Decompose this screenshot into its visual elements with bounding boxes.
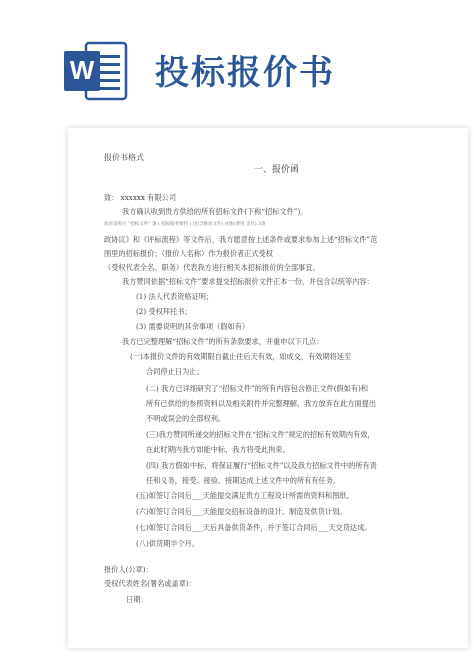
doc-line: 围里的招标报价；（报价人名称）作为报价者正式受权 bbox=[104, 249, 273, 258]
signature-line-bidder: 报价人(公章)： bbox=[104, 565, 153, 574]
doc-line: (三)我方赞同所递交的招标文件在“招标文件”规定的招标有效期内有效， bbox=[146, 430, 375, 439]
doc-line: 我方已完整理解“招标文件”的所有条款要求，并重申以下几点： bbox=[122, 337, 324, 346]
doc-line: 政协议》和《评标流程》等文件后，我方愿意按上述条件或要求参加上述“招标文件”范 bbox=[104, 235, 378, 244]
signature-line-representative: 受权代表姓名(署名或盖章)： bbox=[104, 579, 196, 588]
doc-line: 合同停止日为止； bbox=[146, 367, 204, 376]
doc-line: 所有已供给的参照资料以及相关附件并完整理解，我方放弃在此方面提出 bbox=[146, 399, 377, 408]
doc-line: 我方赞同依据“招标文件”要求提交招标报价文件正本一份，并包含以统等内容： bbox=[122, 277, 374, 286]
header-banner bbox=[0, 0, 474, 120]
doc-line: (五)如签订合同后___天能提交满足贵方工程设计所需的资料和图纸。 bbox=[136, 491, 354, 500]
fine-print: 政府采购方 “招标文件” 条 ( 招标服务要约 ) (包含修改文件) (招标费用 支付) 3条 bbox=[104, 222, 266, 227]
doc-line: （受权代表全名、职务）代表我方进行相关本招标报价的全部事宜。 bbox=[104, 263, 320, 272]
svg-text:W: W bbox=[69, 55, 95, 85]
section-title: 一、报价函 bbox=[254, 165, 300, 175]
doc-line: (二) 我方已详细研究了“招标文件”的所有内容包含修正文件(假如有)和 bbox=[146, 384, 369, 393]
banner-title: 投标报价书 bbox=[155, 53, 335, 93]
signature-line-date: 日期： bbox=[126, 595, 148, 604]
word-icon bbox=[62, 37, 130, 105]
doc-line: (3) 需要说明的其余事项（假如有） bbox=[136, 322, 250, 331]
doc-line: (六)如签订合同后___天能提交招标设备的设计、制造及供货计划。 bbox=[136, 507, 347, 516]
document-page bbox=[68, 128, 468, 648]
doc-line: (1) 法人代表资格证明； bbox=[136, 292, 214, 301]
document-heading: 报价书格式 bbox=[104, 153, 144, 162]
doc-line: (七)如签订合同后___天后具备供货条件，并于签订合同后___天交货达成。 bbox=[136, 523, 372, 532]
doc-line: 致： xxxxxx 有限公司 bbox=[104, 193, 177, 202]
doc-line: 我方确认收到贵方供给的所有招标文件(下称“招标文件”)。 bbox=[122, 207, 308, 216]
doc-line: 在此时期内我方如能中标，我方将受此拘束。 bbox=[146, 445, 290, 454]
doc-line: (四) 我方假如中标，将保证履行“招标文件”以及我方招标文件中的所有责 bbox=[146, 461, 377, 470]
doc-line: (八)供货期半个月。 bbox=[136, 539, 200, 548]
doc-line: 任和义务，接受、接验、接期达成上述文件中的所有有任务。 bbox=[146, 476, 341, 485]
doc-line: 不明或误会的全部权利。 bbox=[146, 414, 226, 423]
doc-line: (一)本报价文件的有效期限自截止往后天有效，如成交，有效期将延至 bbox=[130, 352, 352, 361]
doc-line: (2) 受权拜托书； bbox=[136, 307, 192, 316]
